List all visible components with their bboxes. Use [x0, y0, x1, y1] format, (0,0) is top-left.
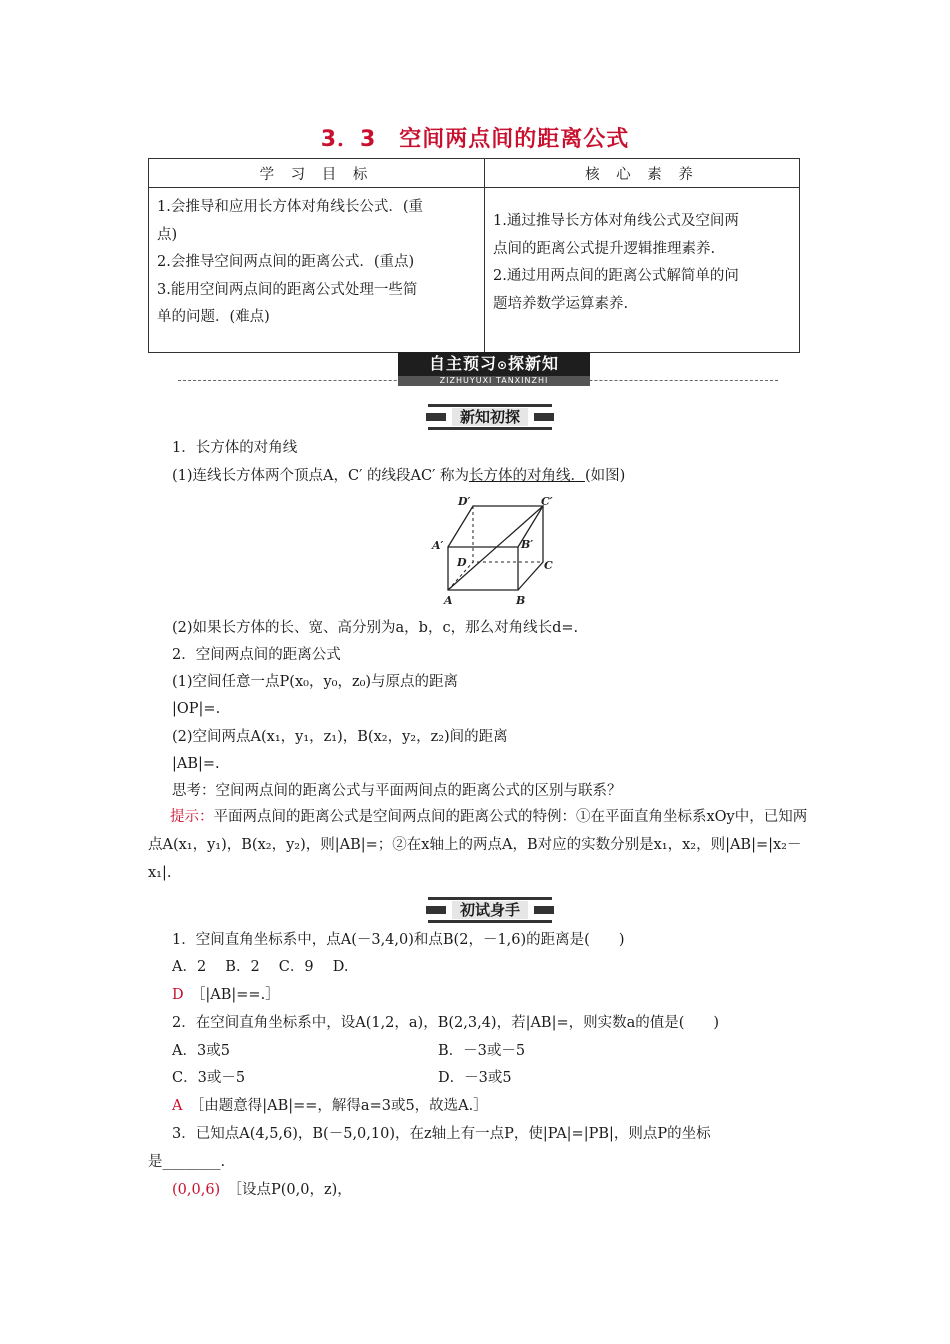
answer-letter: A	[172, 1098, 183, 1114]
item-1-definition: (1)连线长方体两个顶点A，C′ 的线段AC′ 称为长方体的对角线．(如图)	[172, 468, 626, 484]
hint-label: 提示：	[170, 809, 214, 825]
option-a: A．3或5	[172, 1043, 230, 1059]
literacy-line: 题培养数学运算素养.	[493, 295, 629, 312]
label-b: B	[516, 594, 526, 607]
answer-explanation: ［由题意得|AB|==，解得a=3或5，故选A.］	[196, 1098, 488, 1114]
question-1-options: A．2 B．2 C．9 D.	[172, 959, 349, 975]
learning-goals-cell	[149, 188, 485, 353]
label-c: C	[544, 559, 553, 572]
answer-value: (0,0,6)	[172, 1182, 221, 1198]
option-c: C．3或－5	[172, 1070, 246, 1086]
goal-line: 1.会推导和应用长方体对角线长公式．(重	[157, 199, 423, 215]
header-core-literacy: 核 心 素 养	[485, 159, 800, 188]
goal-line: 2.会推导空间两点间的距离公式．(重点)	[157, 254, 415, 270]
underlined-term: 长方体的对角线．	[468, 468, 585, 484]
banner-title	[398, 352, 590, 376]
label-a1: A′	[432, 539, 444, 552]
option-b: B．－3或－5	[438, 1043, 526, 1059]
question-1-answer	[172, 985, 280, 1005]
op-formula: |OP|=.	[172, 701, 221, 717]
label-b1: B′	[521, 538, 534, 551]
cuboid-figure	[428, 492, 558, 610]
item-2-two-points: (2)空间两点A(x₁，y₁，z₁)，B(x₂，y₂，z₂)间的距离	[172, 729, 508, 745]
preview-banner	[398, 352, 590, 384]
question-3-answer	[172, 1180, 352, 1200]
question-2: 2．在空间直角坐标系中，设A(1,2，a)，B(2,3,4)，若|AB|=，则实数a的值是( )	[172, 1015, 720, 1031]
hint-paragraph	[148, 803, 820, 887]
goal-line: 点)	[157, 226, 178, 243]
label-a: A	[444, 594, 453, 607]
section-heading-practice: 初试身手	[428, 897, 552, 923]
arrow-icon: ⊙	[496, 358, 509, 372]
banner-pinyin: ZIZHUYUXI TANXINZHI	[398, 376, 590, 386]
item-1-diagonal-length: (2)如果长方体的长、宽、高分别为a，b，c，那么对角线长d=.	[172, 620, 579, 636]
answer-explanation: ［|AB|==.］	[198, 987, 280, 1003]
goal-line: 3.能用空间两点间的距离公式处理一些简	[157, 281, 418, 298]
label-c1: C′	[541, 495, 553, 508]
literacy-line: 点间的距离公式提升逻辑推理素养.	[493, 240, 716, 257]
question-1: 1．空间直角坐标系中，点A(－3,4,0)和点B(2，－1,6)的距离是( )	[172, 932, 625, 948]
ab-formula: |AB|=.	[172, 756, 220, 772]
item-2-origin-distance: (1)空间任意一点P(x₀，y₀，z₀)与原点的距离	[172, 674, 459, 690]
header-learning-goals: 学 习 目 标	[149, 159, 485, 188]
literacy-line: 1.通过推导长方体对角线公式及空间两	[493, 213, 739, 229]
option-d: D．－3或5	[438, 1070, 512, 1086]
question-2-answer	[172, 1096, 488, 1116]
hidden-edges	[473, 506, 543, 562]
hint-text: 平面两点间的距离公式是空间两点间的距离公式的特例：①在平面直角坐标系xOy中，已知两点A(x₁，y₁)，B(x₂，y₂)，则|AB|=；②在x轴上的两点A，B对应的实数分别是x₁，x₂，则|AB|=|x₂－x₁|.	[148, 809, 808, 881]
core-literacy-cell	[485, 188, 800, 353]
item-2-heading: 2．空间两点间的距离公式	[172, 647, 341, 663]
banner-subtitle-text: 探新知	[508, 354, 560, 373]
goal-line: 单的问题．(难点)	[157, 309, 270, 325]
answer-letter: D	[172, 987, 184, 1003]
objectives-table	[148, 158, 800, 353]
think-question: 思考：空间两点间的距离公式与平面两间点的距离公式的区别与联系？	[172, 783, 622, 799]
answer-explanation: ［设点P(0,0，z)，	[234, 1182, 352, 1198]
literacy-line: 2.通过用两点间的距离公式解简单的问	[493, 268, 739, 284]
label-d: D	[457, 556, 467, 569]
question-3-cont: 是________.	[148, 1154, 226, 1170]
label-d1: D′	[458, 495, 471, 508]
question-3: 3．已知点A(4,5,6)，B(－5,0,10)，在z轴上有一点P，使|PA|=|PB|，则点P的坐标	[172, 1126, 711, 1142]
banner-title-text: 自主预习	[428, 354, 497, 373]
page-title: 3．3 空间两点间的距离公式	[320, 127, 630, 152]
section-heading-new-knowledge: 新知初探	[428, 404, 552, 430]
item-1-heading: 1．长方体的对角线	[172, 440, 298, 456]
